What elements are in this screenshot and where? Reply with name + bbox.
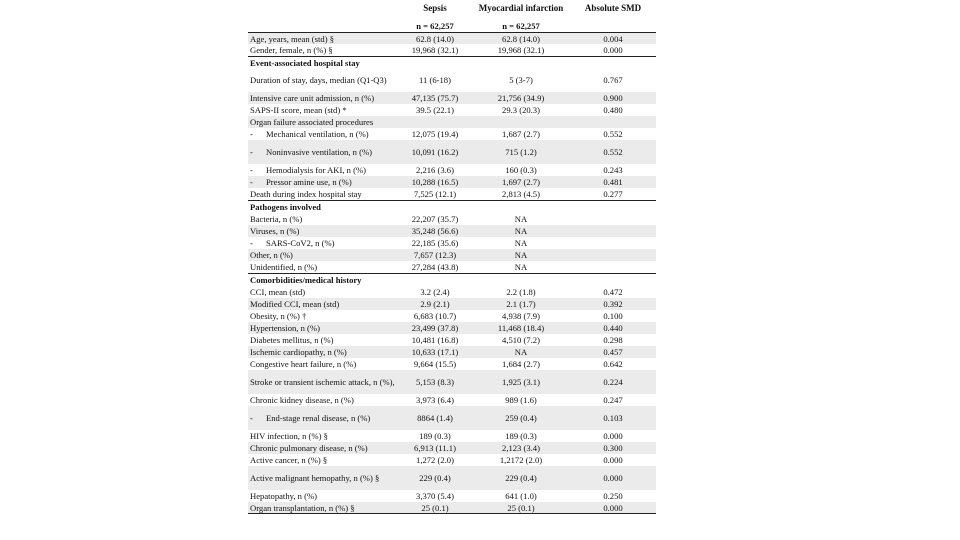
sepsis-value-cell: 62.8 (14.0)	[416, 33, 454, 44]
row-label: Ischemic cardiopathy, n (%)	[250, 347, 347, 357]
table-row	[248, 310, 656, 322]
n-myocardial-infarction: n = 62,257	[502, 21, 540, 31]
table-row	[248, 176, 656, 188]
mi-value-cell: 160 (0.3)	[505, 165, 537, 175]
table-row	[248, 454, 656, 466]
table-row	[248, 116, 656, 128]
sepsis-value-cell: 5,153 (8.3)	[416, 377, 454, 387]
sepsis-value-cell: 2,216 (3.6)	[416, 165, 454, 175]
row-label: Hemodialysis for AKI, n (%)	[266, 165, 367, 175]
row-label-cell	[248, 443, 398, 453]
sepsis-value-cell: 11 (6-18)	[419, 75, 451, 85]
sepsis-value-cell: 27,284 (43.8)	[411, 262, 459, 272]
row-label-cell	[248, 147, 398, 157]
row-label: Congestive heart failure, n (%)	[250, 359, 357, 369]
row-label-cell	[248, 105, 398, 115]
sepsis-value-cell: 3.2 (2.4)	[420, 287, 450, 297]
row-label: Duration of stay, days, median (Q1-Q3)	[250, 75, 387, 85]
table-row	[248, 213, 656, 225]
n-sepsis: n = 62,257	[416, 21, 454, 31]
section-title: Comorbidities/medical history	[250, 275, 362, 285]
mi-value-cell: 2,813 (4.5)	[502, 189, 540, 199]
row-label-cell	[248, 335, 398, 345]
table-row	[248, 140, 656, 164]
table-row	[248, 188, 656, 200]
sepsis-value-cell: 10,288 (16.5)	[411, 177, 459, 187]
mi-value-cell: NA	[514, 262, 528, 272]
row-label: SARS-CoV2, n (%)	[266, 238, 335, 248]
mi-value-cell: 259 (0.4)	[505, 413, 537, 423]
row-label: Organ transplantation, n (%) §	[250, 502, 355, 513]
sepsis-value-cell: 6,913 (11.1)	[414, 443, 456, 453]
table-row	[248, 322, 656, 334]
row-label-cell	[248, 377, 398, 387]
table-row	[248, 68, 656, 92]
smd-value-cell: 0.481	[603, 177, 623, 187]
table-header-row	[248, 0, 656, 16]
mi-value-cell: 715 (1.2)	[505, 147, 537, 157]
table-row	[248, 237, 656, 249]
indent-dash: -	[250, 238, 253, 248]
mi-value-cell: 4,510 (7.2)	[502, 335, 540, 345]
table-row	[248, 225, 656, 237]
row-label-cell	[248, 262, 398, 272]
sepsis-value-cell: 23,499 (37.8)	[411, 323, 459, 333]
table-row	[248, 346, 656, 358]
mi-value-cell: 62.8 (14.0)	[502, 33, 540, 44]
row-label-cell	[248, 165, 398, 175]
mi-value-cell: 2,123 (3.4)	[502, 443, 540, 453]
mi-value-cell: 19,968 (32.1)	[497, 45, 545, 55]
row-label: Obesity, n (%) †	[250, 311, 307, 321]
table-row	[248, 164, 656, 176]
row-label: Hepatopathy, n (%)	[250, 491, 317, 501]
row-label-cell	[248, 431, 398, 441]
smd-value-cell: 0.250	[603, 491, 623, 501]
smd-value-cell: 0.000	[603, 473, 623, 483]
table-row	[248, 394, 656, 406]
section-title: Event-associated hospital stay	[250, 57, 360, 68]
row-label: Age, years, mean (std) §	[250, 33, 334, 44]
sepsis-value-cell: 8864 (1.4)	[417, 413, 453, 423]
sepsis-value-cell: 9,664 (15.5)	[413, 359, 457, 369]
row-label-cell	[248, 189, 398, 199]
mi-value-cell: 1,687 (2.7)	[502, 129, 540, 139]
smd-value-cell: 0.300	[603, 443, 623, 453]
row-label: Active malignant hemopathy, n (%) §	[250, 473, 380, 483]
indent-dash: -	[250, 177, 253, 187]
row-label-cell	[248, 34, 398, 44]
mi-value-cell: 25 (0.1)	[507, 502, 535, 513]
sepsis-value-cell: 229 (0.4)	[419, 473, 451, 483]
sepsis-value-cell: 189 (0.3)	[419, 431, 451, 441]
smd-value-cell: 0.100	[603, 311, 623, 321]
table-row	[248, 430, 656, 442]
mi-value-cell: NA	[514, 347, 528, 357]
row-label-cell	[248, 347, 398, 357]
row-label: Diabetes mellitus, n (%)	[250, 335, 334, 345]
row-label: Intensive care unit admission, n (%)	[250, 93, 375, 103]
table-row	[248, 286, 656, 298]
row-label-cell	[248, 503, 398, 513]
table-row	[248, 261, 656, 273]
row-label-cell	[248, 250, 398, 260]
row-label: Bacteria, n (%)	[250, 214, 303, 224]
row-label-cell	[248, 359, 398, 369]
mi-value-cell: 21,756 (34.9)	[497, 93, 545, 103]
smd-value-cell: 0.000	[603, 45, 623, 55]
sepsis-value-cell: 35,248 (56.6)	[411, 226, 459, 236]
mi-value-cell: NA	[514, 238, 528, 248]
mi-value-cell: 11,468 (18.4)	[497, 323, 545, 333]
row-label: Hypertension, n (%)	[250, 323, 320, 333]
smd-value-cell: 0.480	[603, 105, 623, 115]
sepsis-value-cell: 25 (0.1)	[421, 502, 449, 513]
table-row	[248, 298, 656, 310]
mi-value-cell: NA	[514, 250, 528, 260]
sepsis-value-cell: 3,973 (6.4)	[416, 395, 454, 405]
mi-value-cell: 29.3 (20.3)	[502, 105, 540, 115]
table-row	[248, 406, 656, 430]
row-label: Death during index hospital stay	[250, 189, 362, 199]
smd-value-cell: 0.224	[603, 377, 623, 387]
table-row	[248, 249, 656, 261]
section-header-row	[248, 200, 656, 213]
header-absolute-smd: Absolute SMD	[584, 3, 642, 13]
row-label-cell	[248, 473, 398, 483]
table-row	[248, 442, 656, 454]
table-row	[248, 128, 656, 140]
mi-value-cell: 189 (0.3)	[505, 431, 537, 441]
smd-value-cell: 0.103	[603, 413, 623, 423]
smd-value-cell: 0.243	[603, 165, 623, 175]
row-label-cell	[248, 413, 398, 423]
row-label: End-stage renal disease, n (%)	[266, 413, 371, 423]
indent-dash: -	[250, 147, 253, 157]
row-label: Other, n (%)	[250, 250, 293, 260]
sepsis-value-cell: 22,185 (35.6)	[411, 238, 459, 248]
indent-dash: -	[250, 165, 253, 175]
row-label: Mechanical ventilation, n (%)	[266, 129, 369, 139]
row-label: Organ failure associated procedures	[250, 117, 374, 127]
row-label: CCI, mean (std)	[250, 287, 306, 297]
header-myocardial-infarction: Myocardial infarction	[478, 3, 564, 13]
row-label: Pressor amine use, n (%)	[266, 177, 352, 187]
smd-value-cell: 0.552	[603, 129, 623, 139]
row-label-cell	[248, 226, 398, 236]
mi-value-cell: NA	[514, 214, 528, 224]
table-row	[248, 502, 656, 514]
row-label-cell	[248, 75, 398, 85]
mi-value-cell: 1,684 (2.7)	[502, 359, 540, 369]
comparison-table	[248, 0, 656, 514]
header-sepsis: Sepsis	[423, 3, 447, 13]
table-row	[248, 370, 656, 394]
row-label-cell	[248, 323, 398, 333]
row-label: Chronic kidney disease, n (%)	[250, 395, 354, 405]
sepsis-value-cell: 10,091 (16.2)	[411, 147, 459, 157]
row-label-cell	[248, 117, 398, 127]
sepsis-value-cell: 10,633 (17.1)	[411, 347, 459, 357]
table-row	[248, 92, 656, 104]
sepsis-value-cell: 1,272 (2.0)	[416, 455, 454, 465]
smd-value-cell: 0.298	[603, 335, 623, 345]
sepsis-value-cell: 6,683 (10.7)	[413, 311, 457, 321]
table-row	[248, 104, 656, 116]
mi-value-cell: 5 (3-7)	[509, 75, 533, 85]
row-label: Stroke or transient ischemic attack, n (%),	[250, 377, 395, 387]
mi-value-cell: 229 (0.4)	[505, 473, 537, 483]
sepsis-value-cell: 2.9 (2.1)	[420, 299, 450, 309]
row-label: Noninvasive ventilation, n (%)	[266, 147, 372, 157]
mi-value-cell: 1,2172 (2.0)	[499, 455, 543, 465]
smd-value-cell: 0.247	[603, 395, 623, 405]
row-label: Active cancer, n (%) §	[250, 455, 328, 465]
sepsis-value-cell: 7,657 (12.3)	[413, 250, 457, 260]
smd-value-cell: 0.767	[603, 75, 623, 85]
smd-value-cell: 0.900	[603, 93, 623, 103]
row-label: SAPS-II score, mean (std) *	[250, 105, 347, 115]
row-label-cell	[248, 93, 398, 103]
row-label-cell	[248, 287, 398, 297]
row-label-cell	[248, 129, 398, 139]
table-row	[248, 44, 656, 56]
sepsis-value-cell: 3,370 (5.4)	[416, 491, 454, 501]
row-label-cell	[248, 491, 398, 501]
sepsis-value-cell: 12,075 (19.4)	[411, 129, 459, 139]
smd-value-cell: 0.000	[603, 455, 623, 465]
row-label: Modified CCI, mean (std)	[250, 299, 340, 309]
mi-value-cell: 2.2 (1.8)	[506, 287, 536, 297]
sepsis-value-cell: 7,525 (12.1)	[413, 189, 457, 199]
mi-value-cell: 4,938 (7.9)	[502, 311, 540, 321]
header-label-column	[248, 0, 398, 16]
indent-dash: -	[250, 413, 253, 423]
mi-value-cell: 1,697 (2.7)	[502, 177, 540, 187]
sepsis-value-cell: 47,135 (75.7)	[411, 93, 459, 103]
mi-value-cell: 2.1 (1.7)	[506, 299, 536, 309]
mi-value-cell: NA	[514, 226, 528, 236]
row-label: Viruses, n (%)	[250, 226, 300, 236]
row-label: HIV infection, n (%) §	[250, 431, 328, 441]
row-label-cell	[248, 455, 398, 465]
row-label-cell	[248, 238, 398, 248]
smd-value-cell: 0.000	[603, 431, 623, 441]
row-label: Unidentified, n (%)	[250, 262, 318, 272]
row-label-cell	[248, 45, 398, 55]
smd-value-cell: 0.277	[603, 189, 623, 199]
table-row	[248, 490, 656, 502]
table-row	[248, 334, 656, 346]
row-label-cell	[248, 177, 398, 187]
sepsis-value-cell: 19,968 (32.1)	[411, 45, 459, 55]
smd-value-cell: 0.392	[603, 299, 623, 309]
sepsis-value-cell: 39.5 (22.1)	[416, 105, 454, 115]
smd-value-cell: 0.552	[603, 147, 623, 157]
row-label-cell	[248, 214, 398, 224]
section-title: Pathogens involved	[250, 202, 321, 212]
mi-value-cell: 641 (1.0)	[505, 491, 537, 501]
section-header-row	[248, 56, 656, 68]
smd-value-cell: 0.642	[603, 359, 623, 369]
indent-dash: -	[250, 129, 253, 139]
sepsis-value-cell: 10,481 (16.8)	[411, 335, 459, 345]
row-label-cell	[248, 311, 398, 321]
section-header-row	[248, 273, 656, 286]
table-row	[248, 32, 656, 44]
row-label: Gender, female, n (%) §	[250, 45, 333, 55]
mi-value-cell: 1,925 (3.1)	[502, 377, 540, 387]
smd-value-cell: 0.000	[603, 502, 623, 513]
smd-value-cell: 0.004	[603, 33, 623, 44]
row-label: Chronic pulmonary disease, n (%)	[250, 443, 368, 453]
row-label-cell	[248, 395, 398, 405]
sepsis-value-cell: 22,207 (35.7)	[411, 214, 459, 224]
table-body	[248, 32, 656, 514]
smd-value-cell: 0.440	[603, 323, 623, 333]
table-row	[248, 466, 656, 490]
table-n-row	[248, 16, 656, 32]
smd-value-cell: 0.457	[603, 347, 623, 357]
smd-value-cell: 0.472	[603, 287, 623, 297]
table-row	[248, 358, 656, 370]
mi-value-cell: 989 (1.6)	[505, 395, 537, 405]
row-label-cell	[248, 299, 398, 309]
